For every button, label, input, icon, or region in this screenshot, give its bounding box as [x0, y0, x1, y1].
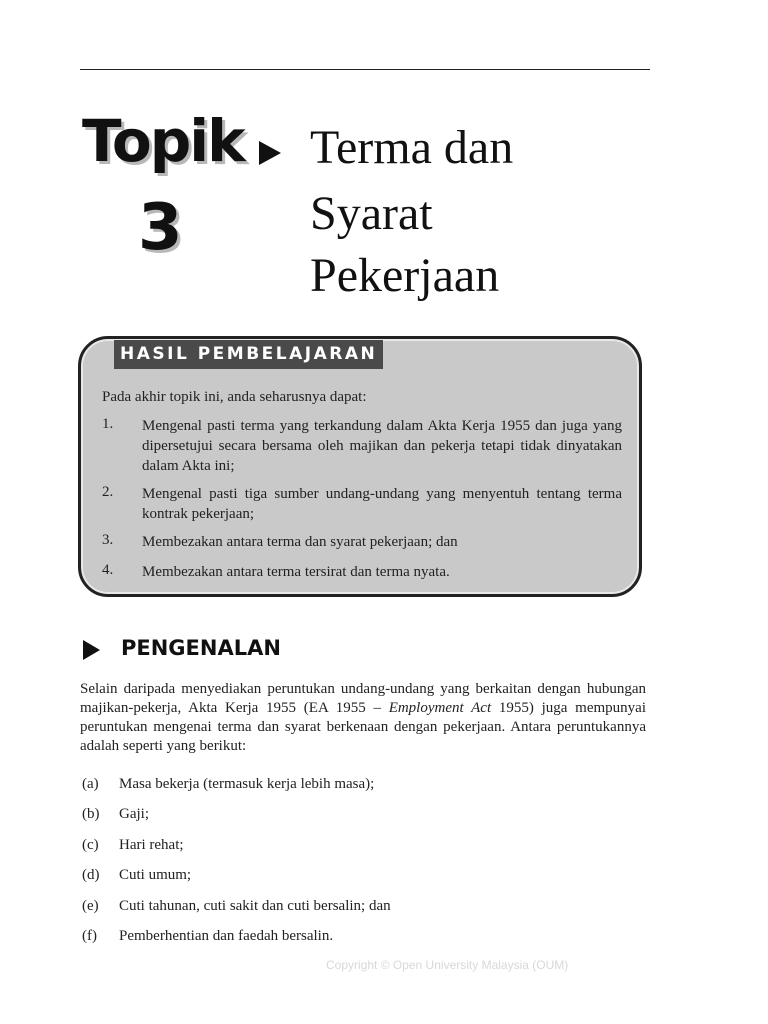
list-label: (f): [82, 928, 97, 944]
outcome-number: 2.: [102, 484, 114, 500]
intro-text-emphasis: Employment Act: [388, 700, 492, 716]
learning-outcomes-heading: HASIL PEMBELAJARAN: [114, 340, 383, 369]
list-label: (d): [82, 867, 100, 883]
intro-text-start: Selain daripada menyediakan peruntukan undang-undang yang berkaitan dengan hubungan majikan-pekerja, Akta Kerja 1955 (EA 1955 –: [80, 681, 646, 716]
outcome-item: [102, 416, 622, 476]
outcome-item: [102, 532, 622, 552]
outcome-text: Mengenal pasti terma yang terkandung dalam Akta Kerja 1955 dan juga yang dipersetujui secara bersama oleh majikan dan pekerja tetapi tidak dinyatakan dalam Akta ini;: [142, 418, 622, 474]
list-text: Cuti umum;: [119, 867, 192, 883]
section-heading: PENGENALAN: [121, 636, 281, 660]
outcome-number: 4.: [102, 562, 114, 578]
topik-label: Topik: [82, 107, 244, 175]
learning-outcomes-intro: Pada akhir topik ini, anda seharusnya dapat:: [102, 389, 367, 405]
list-item: [82, 898, 642, 918]
intro-text-end: 1955) juga mempunyai peruntukan mengenai terma dan syarat berkenaan dengan pekerjaan. Antara peruntukannya adalah seperti yang berikut:: [80, 700, 646, 754]
outcome-item: [102, 562, 622, 582]
list-label: (b): [82, 806, 100, 822]
intro-paragraph: [80, 680, 646, 756]
list-text: Cuti tahunan, cuti sakit dan cuti bersalin; dan: [119, 898, 391, 914]
list-item: [82, 867, 642, 887]
outcome-text: Membezakan antara terma tersirat dan terma nyata.: [142, 564, 450, 580]
title-line-3: Pekerjaan: [310, 249, 500, 302]
list-text: Masa bekerja (termasuk kerja lebih masa);: [119, 776, 375, 792]
list-label: (e): [82, 898, 99, 914]
outcome-text: Membezakan antara terma dan syarat pekerjaan; dan: [142, 534, 458, 550]
topik-number: 3: [138, 191, 183, 265]
title-arrow-icon: [259, 141, 281, 165]
list-text: Gaji;: [119, 806, 149, 822]
list-item: [82, 776, 642, 796]
list-item: [82, 806, 642, 826]
copyright-watermark: Copyright © Open University Malaysia (OUM): [326, 958, 569, 972]
list-text: Pemberhentian dan faedah bersalin.: [119, 928, 334, 944]
outcome-text: Mengenal pasti tiga sumber undang-undang yang menyentuh tentang terma kontrak pekerjaan;: [142, 486, 622, 522]
section-arrow-icon: [83, 640, 100, 660]
list-item: [82, 837, 642, 857]
title-line-1: Terma dan: [310, 121, 514, 174]
list-label: (c): [82, 837, 99, 853]
top-rule: [80, 69, 650, 70]
outcome-item: [102, 484, 622, 524]
list-label: (a): [82, 776, 99, 792]
outcome-number: 3.: [102, 532, 114, 548]
outcome-number: 1.: [102, 416, 114, 432]
list-item: [82, 928, 642, 948]
list-text: Hari rehat;: [119, 837, 184, 853]
title-line-2: Syarat: [310, 187, 433, 240]
